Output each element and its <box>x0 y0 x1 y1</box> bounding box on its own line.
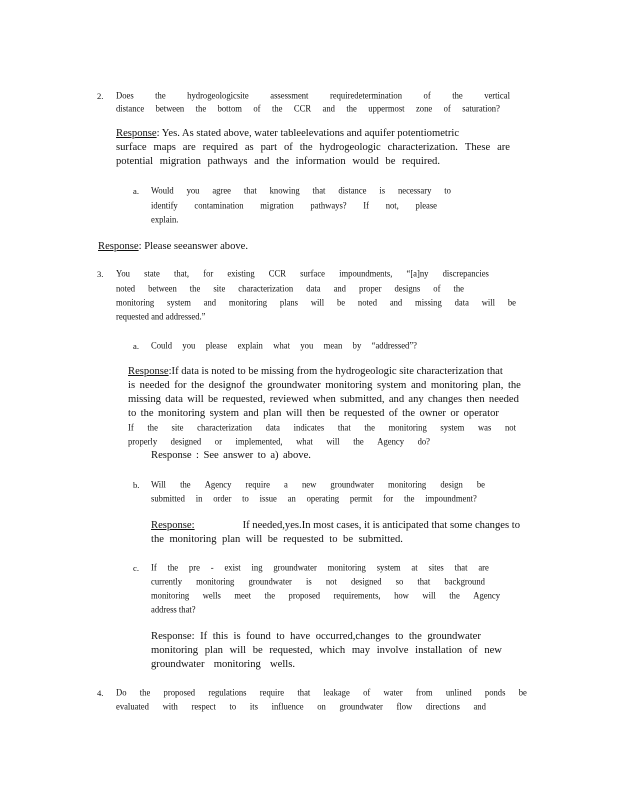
sub-question-line: If the pre - exist ing groundwater monitoring system at sites that are <box>151 561 489 573</box>
response-line <box>128 367 522 378</box>
question-line: Do the proposed regulations require that leakage of water from unlined ponds be <box>116 686 527 698</box>
response-line: to the monitoring system and plan will then be requested of the owner or operator <box>128 408 499 419</box>
response-line: missing data will be requested, reviewed when submitted, and any changes then needed <box>128 394 519 405</box>
sub-question-line: If the site characterization data indicates that the monitoring system was not <box>128 421 516 433</box>
sub-question-line: monitoring wells meet the proposed requirements, how will the Agency <box>151 589 500 601</box>
question-line: evaluated with respect to its influence on groundwater flow directions and <box>116 700 486 712</box>
response-label: Response: <box>151 520 195 531</box>
response-text: :If data is noted to be missing from the hydrogeologic site characterization that <box>168 366 503 377</box>
sub-question-line: submitted in order to issue an operating permit for the impoundment? <box>151 492 477 504</box>
response-line: groundwater monitoring wells. <box>151 659 295 670</box>
response-label: Response <box>98 241 139 252</box>
response-line <box>98 242 266 253</box>
sub-question-line: Will the Agency require a new groundwater monitoring design be <box>151 478 485 490</box>
response-label: Response <box>128 366 169 377</box>
question-line: distance between the bottom of the CCR and the uppermost zone of saturation? <box>116 102 500 114</box>
sub-question-line: explain. <box>151 213 179 225</box>
question-line: Does the hydrogeologicsite assessment requiredetermination of the vertical <box>116 89 510 101</box>
sub-question-line: Could you please explain what you mean by “addressed”? <box>151 339 417 351</box>
question-line: noted between the site characterization data and proper designs of the <box>116 282 464 294</box>
response-text: : Please seeanswer above. <box>138 241 249 252</box>
response-line <box>116 129 494 140</box>
sub-question-line: currently monitoring groundwater is not designed so that background <box>151 575 485 587</box>
response-line <box>151 521 520 532</box>
response-label: Response <box>116 128 157 139</box>
response-line: the monitoring plan will be requested to be submitted. <box>151 534 403 545</box>
question-line: You state that, for existing CCR surface impoundments, “[a]ny discrepancies <box>116 267 489 279</box>
response-text: : Yes. As stated above, water tableelevations and aquifer potentiometric <box>156 128 460 139</box>
response-line: Response: If this is found to have occurred,changes to the groundwater <box>151 631 481 642</box>
question-number: 2. <box>97 91 104 101</box>
response-line: is needed for the designof the groundwater monitoring system and monitoring plan, the <box>128 380 521 391</box>
response-text: If needed,yes.In most cases, it is anticipated that some changes to <box>242 520 520 531</box>
question-number: 4. <box>97 688 104 698</box>
question-number: 3. <box>97 269 104 279</box>
response-line: Response : See answer to a) above. <box>151 450 311 461</box>
question-line: requested and addressed.” <box>116 310 206 322</box>
response-line: potential migration pathways and the information would be required. <box>116 156 440 167</box>
question-line: monitoring system and monitoring plans will be noted and missing data will be <box>116 296 516 308</box>
sub-question-line: properly designed or implemented, what will the Agency do? <box>128 435 430 447</box>
sub-question-label: b. <box>133 480 140 490</box>
sub-question-label: a. <box>133 341 139 351</box>
response-line: surface maps are required as part of the hydrogeologic characterization. These are <box>116 142 510 153</box>
response-line: monitoring plan will be requested, which may involve installation of new <box>151 645 502 656</box>
sub-question-label: a. <box>133 186 139 196</box>
sub-question-line: Would you agree that knowing that distance is necessary to <box>151 184 451 196</box>
sub-question-label: c. <box>133 563 139 573</box>
sub-question-line: address that? <box>151 603 196 615</box>
sub-question-line: identify contamination migration pathways? If not, please <box>151 199 437 211</box>
